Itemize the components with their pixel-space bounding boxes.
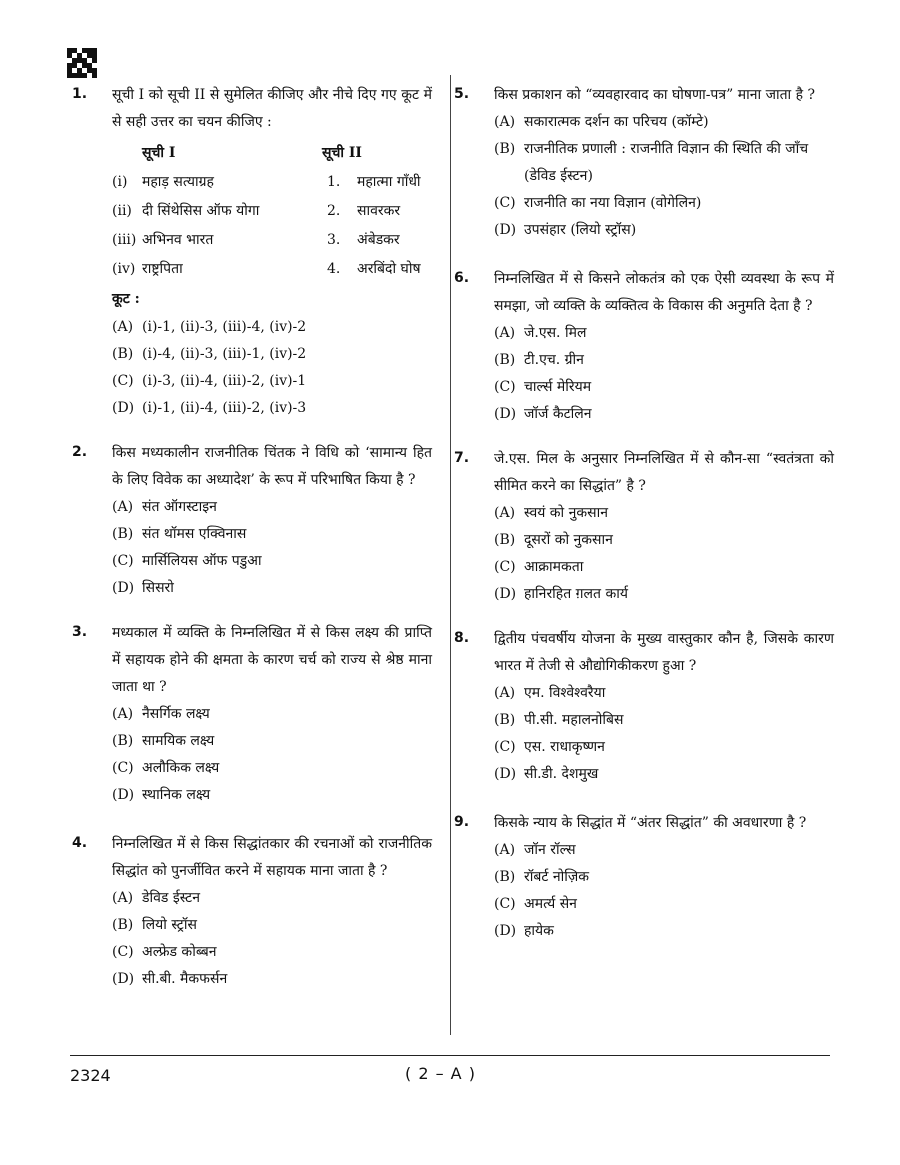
- option-text: सी.डी. देशमुख: [524, 766, 599, 782]
- question-text: जे.एस. मिल के अनुसार निम्नलिखित में से कौन-सा “स्वतंत्रता को सीमित करने का सिद्धांत” है ?: [494, 451, 834, 494]
- option-label: (C): [112, 373, 134, 389]
- option-label: (A): [112, 890, 134, 906]
- option-label: (C): [494, 379, 516, 395]
- option-text: अलौकिक लक्ष्य: [142, 760, 220, 776]
- question-2: [72, 440, 432, 602]
- option-label: (C): [494, 739, 516, 755]
- question-number: 5.: [454, 86, 470, 102]
- match-row: [112, 255, 432, 284]
- option-label: (A): [112, 706, 134, 722]
- question-1: [72, 82, 432, 422]
- option-label: (B): [494, 141, 516, 157]
- option-a[interactable]: [112, 314, 432, 341]
- option-text: जॉर्ज कैटलिन: [524, 406, 592, 422]
- match-row: [112, 197, 432, 226]
- option-a[interactable]: [112, 494, 432, 521]
- option-label: (C): [112, 760, 134, 776]
- option-text: दूसरों को नुकसान: [524, 532, 613, 548]
- list-1-item: महाड़ सत्याग्रह: [142, 174, 214, 190]
- list-2-label: 4.: [327, 261, 341, 277]
- option-label: (A): [494, 325, 516, 341]
- option-text: सिसरो: [142, 580, 174, 596]
- question-6: [454, 266, 834, 428]
- question-number: 3.: [72, 624, 88, 640]
- option-a[interactable]: [112, 885, 432, 912]
- question-text: किस प्रकाशन को “व्यवहारवाद का घोषणा-पत्र” माना जाता है ?: [494, 87, 816, 103]
- option-label: (C): [112, 944, 134, 960]
- match-table-header: [112, 138, 432, 168]
- list-1-item: दी सिंथेसिस ऑफ योगा: [142, 203, 260, 219]
- option-d[interactable]: [112, 966, 432, 993]
- option-label: (C): [112, 553, 134, 569]
- list-2-item: सावरकर: [357, 203, 401, 219]
- question-8: [454, 626, 834, 788]
- option-c[interactable]: [494, 891, 834, 918]
- question-number: 8.: [454, 630, 470, 646]
- option-label: (A): [112, 499, 134, 515]
- option-label: (C): [494, 896, 516, 912]
- question-number: 4.: [72, 835, 88, 851]
- option-label: (B): [112, 733, 134, 749]
- right-column: [454, 82, 834, 945]
- option-d[interactable]: [494, 401, 834, 428]
- option-d[interactable]: [494, 918, 834, 945]
- option-b[interactable]: [494, 864, 834, 891]
- code-heading: कूट :: [112, 291, 140, 307]
- option-text: उपसंहार (लियो स्ट्रॉस): [524, 222, 637, 238]
- option-text: डेविड ईस्टन: [142, 890, 200, 906]
- option-b[interactable]: [494, 527, 834, 554]
- question-text: सूची I को सूची II से सुमेलित कीजिए और नीचे दिए गए कूट में से सही उत्तर का चयन कीजिए :: [112, 87, 432, 130]
- list-2-item: अंबेडकर: [357, 232, 400, 248]
- list-1-item: राष्ट्रपिता: [142, 261, 183, 277]
- question-text: किस मध्यकालीन राजनीतिक चिंतक ने विधि को ‘सामान्य हित के लिए विवेक का अध्यादेश’ के रूप में परिभाषित किया है ?: [112, 445, 432, 488]
- option-label: (D): [494, 586, 517, 602]
- option-text: अल्फ्रेड कोब्बन: [142, 944, 217, 960]
- left-column: [72, 82, 432, 993]
- question-4: [72, 831, 432, 993]
- option-text: सी.बी. मैकफर्सन: [142, 971, 228, 987]
- column-divider: [450, 75, 451, 1035]
- option-label: (A): [494, 114, 516, 130]
- option-c[interactable]: [112, 368, 432, 395]
- question-number: 7.: [454, 450, 470, 466]
- question-text: द्वितीय पंचवर्षीय योजना के मुख्य वास्तुकार कौन है, जिसके कारण भारत में तेजी से औद्योगिकीकरण हुआ ?: [494, 631, 834, 674]
- option-label: (B): [112, 346, 134, 362]
- question-text: निम्नलिखित में से किस सिद्धांतकार की रचनाओं को राजनीतिक सिद्धांत को पुनर्जीवित करने में सहायक माना जाता है ?: [112, 836, 432, 879]
- option-text: एस. राधाकृष्णन: [524, 739, 605, 755]
- list-1-label: (i): [112, 174, 128, 190]
- option-label: (D): [494, 406, 517, 422]
- booklet-code: 2324: [70, 1066, 111, 1085]
- option-text: पी.सी. महालनोबिस: [524, 712, 624, 728]
- option-label: (A): [494, 685, 516, 701]
- option-label: (A): [112, 319, 134, 335]
- question-number: 2.: [72, 444, 88, 460]
- option-d[interactable]: [494, 761, 834, 788]
- page-number: ( 2 – A ): [405, 1064, 476, 1083]
- list-1-label: (iii): [112, 232, 137, 248]
- option-label: (D): [112, 971, 135, 987]
- option-d[interactable]: [494, 581, 834, 608]
- option-text: सकारात्मक दर्शन का परिचय (कॉम्टे): [524, 114, 709, 130]
- list-2-heading: सूची II: [322, 145, 362, 161]
- option-b[interactable]: [112, 912, 432, 939]
- list-2-label: 2.: [327, 203, 341, 219]
- option-text: हायेक: [524, 923, 554, 939]
- option-d[interactable]: [494, 217, 834, 244]
- option-label: (D): [494, 222, 517, 238]
- option-text: संत ऑगस्टाइन: [142, 499, 217, 515]
- option-b[interactable]: [112, 341, 432, 368]
- option-d[interactable]: [112, 395, 432, 422]
- option-label: (D): [494, 766, 517, 782]
- qr-code-icon: [67, 48, 97, 78]
- question-text: मध्यकाल में व्यक्ति के निम्नलिखित में से किस लक्ष्य की प्राप्ति में सहायक होने की क्षमता के कारण चर्च को राज्य से श्रेष्ठ माना जाता था ?: [112, 625, 432, 695]
- option-c[interactable]: [112, 548, 432, 575]
- option-label: (B): [494, 352, 516, 368]
- option-label: (D): [112, 580, 135, 596]
- question-7: [454, 446, 834, 608]
- question-number: 6.: [454, 270, 470, 286]
- option-text: (i)-1, (ii)-3, (iii)-4, (iv)-2: [142, 319, 307, 335]
- option-text: चार्ल्स मेरियम: [524, 379, 592, 395]
- option-b[interactable]: [112, 728, 432, 755]
- list-1-item: अभिनव भारत: [142, 232, 214, 248]
- option-text: टी.एच. ग्रीन: [524, 352, 584, 368]
- option-text: लियो स्ट्रॉस: [142, 917, 197, 933]
- question-3: [72, 620, 432, 809]
- question-5: [454, 82, 834, 244]
- option-c[interactable]: [112, 939, 432, 966]
- footer-divider: [70, 1055, 830, 1056]
- option-a[interactable]: [494, 837, 834, 864]
- option-text: मार्सिलियस ऑफ पडुआ: [142, 553, 262, 569]
- option-d[interactable]: [112, 575, 432, 602]
- option-c[interactable]: [494, 374, 834, 401]
- option-a[interactable]: [494, 109, 834, 136]
- option-c[interactable]: [494, 734, 834, 761]
- option-text: हानिरहित ग़लत कार्य: [524, 586, 628, 602]
- list-2-item: महात्मा गाँधी: [357, 174, 421, 190]
- option-c[interactable]: [494, 190, 834, 217]
- option-d[interactable]: [112, 782, 432, 809]
- option-text: सामयिक लक्ष्य: [142, 733, 215, 749]
- option-a[interactable]: [112, 701, 432, 728]
- match-row: [112, 226, 432, 255]
- question-text: किसके न्याय के सिद्धांत में “अंतर सिद्धांत” की अवधारणा है ?: [494, 815, 807, 831]
- match-row: [112, 168, 432, 197]
- option-text: रॉबर्ट नोज़िक: [524, 869, 590, 885]
- option-text: अमर्त्य सेन: [524, 896, 577, 912]
- option-label: (C): [494, 195, 516, 211]
- list-2-item: अरबिंदो घोष: [357, 261, 421, 277]
- list-1-label: (iv): [112, 261, 136, 277]
- option-label: (B): [112, 917, 134, 933]
- option-text: संत थॉमस एक्विनास: [142, 526, 247, 542]
- option-text: एम. विश्वेश्वरैया: [524, 685, 606, 701]
- option-b[interactable]: [494, 136, 834, 190]
- question-text: निम्नलिखित में से किसने लोकतंत्र को एक ऐसी व्यवस्था के रूप में समझा, जो व्यक्ति के व्यक्तित्व के विकास की अनुमति देता है ?: [494, 271, 834, 314]
- option-text: स्थानिक लक्ष्य: [142, 787, 211, 803]
- option-b[interactable]: [494, 707, 834, 734]
- option-text: आक्रामकता: [524, 559, 584, 575]
- list-2-label: 1.: [327, 174, 341, 190]
- option-label: (B): [494, 712, 516, 728]
- option-c[interactable]: [494, 554, 834, 581]
- option-label: (A): [494, 842, 516, 858]
- question-9: [454, 810, 834, 945]
- option-text: जे.एस. मिल: [524, 325, 587, 341]
- option-c[interactable]: [112, 755, 432, 782]
- option-a[interactable]: [494, 500, 834, 527]
- option-text: राजनीतिक प्रणाली : राजनीति विज्ञान की स्थिति की जाँच (डेविड ईस्टन): [524, 141, 809, 184]
- option-text: (i)-3, (ii)-4, (iii)-2, (iv)-1: [142, 373, 307, 389]
- option-text: नैसर्गिक लक्ष्य: [142, 706, 210, 722]
- option-text: राजनीति का नया विज्ञान (वोगेलिन): [524, 195, 702, 211]
- option-text: (i)-4, (ii)-3, (iii)-1, (iv)-2: [142, 346, 307, 362]
- list-1-label: (ii): [112, 203, 132, 219]
- option-a[interactable]: [494, 320, 834, 347]
- question-number: 1.: [72, 86, 88, 102]
- list-1-heading: सूची I: [142, 145, 176, 161]
- option-label: (A): [494, 505, 516, 521]
- option-label: (D): [494, 923, 517, 939]
- option-label: (D): [112, 787, 135, 803]
- option-a[interactable]: [494, 680, 834, 707]
- list-2-label: 3.: [327, 232, 341, 248]
- option-label: (B): [494, 869, 516, 885]
- option-text: जॉन रॉल्स: [524, 842, 576, 858]
- option-text: (i)-1, (ii)-4, (iii)-2, (iv)-3: [142, 400, 307, 416]
- option-label: (B): [494, 532, 516, 548]
- option-b[interactable]: [494, 347, 834, 374]
- option-label: (C): [494, 559, 516, 575]
- question-number: 9.: [454, 814, 470, 830]
- option-label: (D): [112, 400, 135, 416]
- option-label: (B): [112, 526, 134, 542]
- option-b[interactable]: [112, 521, 432, 548]
- option-text: स्वयं को नुकसान: [524, 505, 609, 521]
